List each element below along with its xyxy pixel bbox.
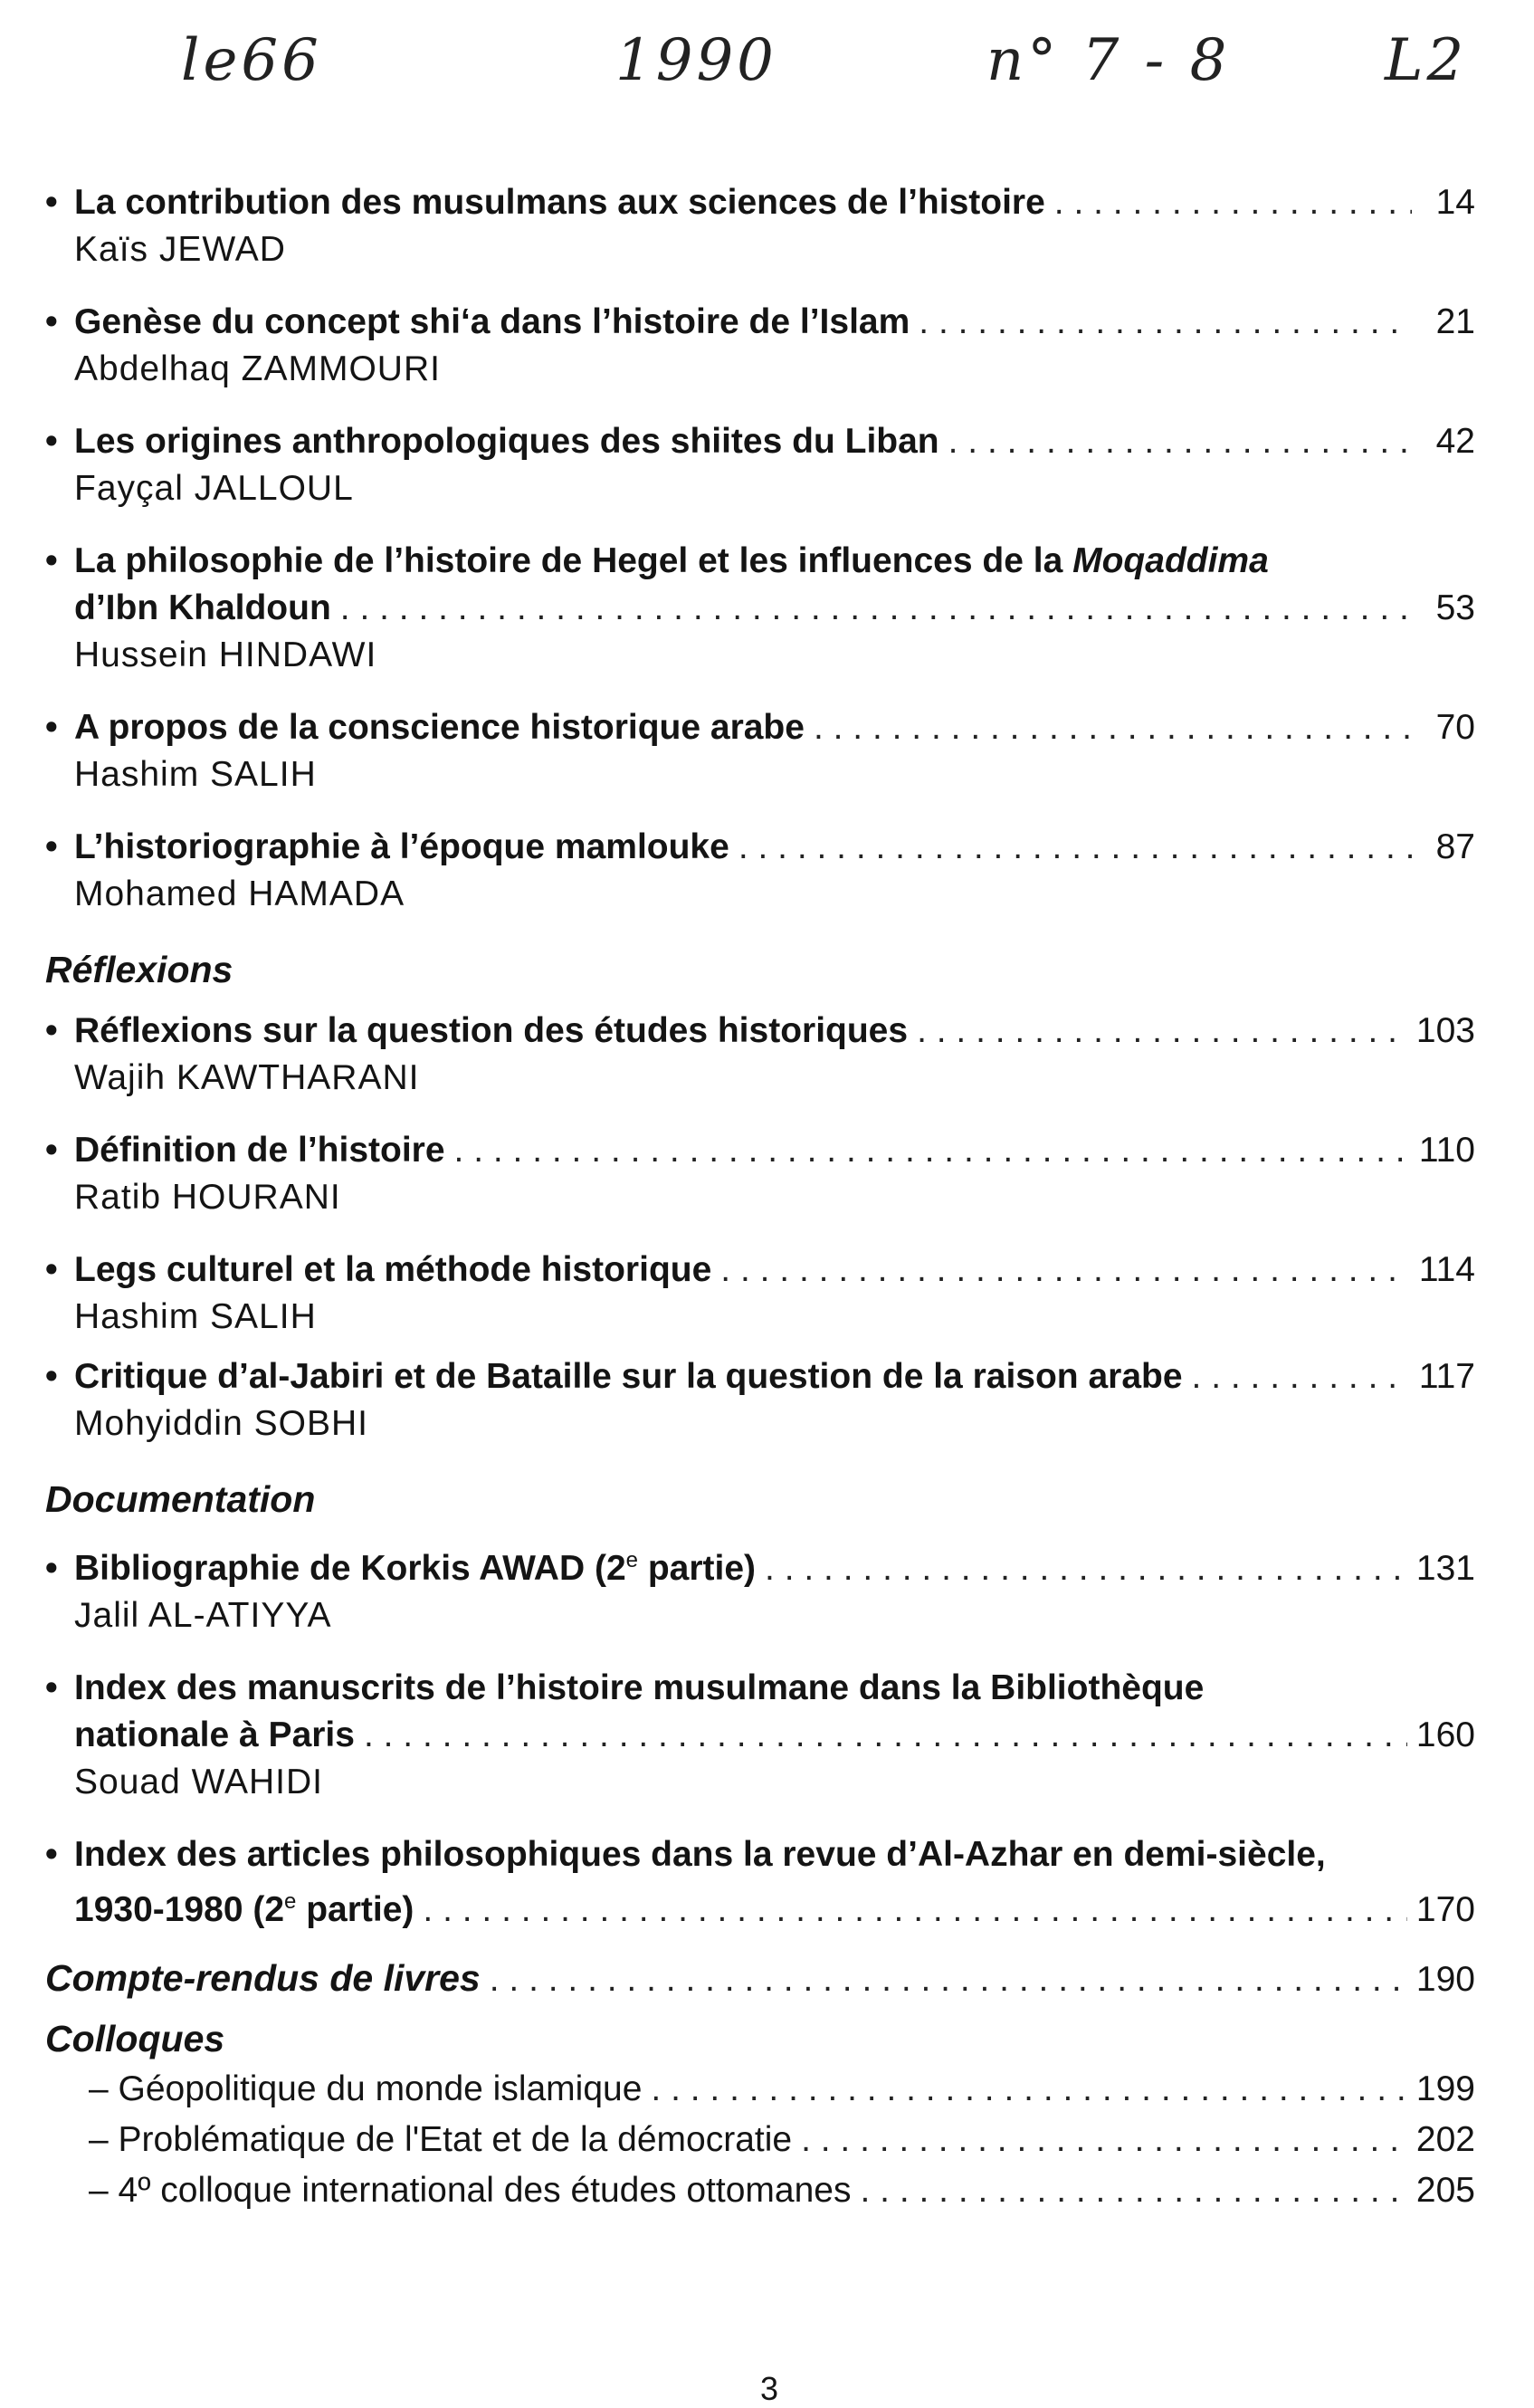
entry-author: Kaïs JEWAD bbox=[74, 230, 286, 269]
section-heading-comptes-rendus[interactable]: Compte-rendus de livres . . . 190 bbox=[45, 1957, 1475, 2000]
section-heading-reflexions: Réflexions bbox=[45, 949, 233, 990]
page-number: 190 bbox=[1415, 1960, 1475, 1999]
page-number: 70 bbox=[1435, 708, 1475, 747]
table-of-contents bbox=[45, 179, 1475, 2216]
toc-entry[interactable] bbox=[45, 1537, 1475, 1639]
colloque-entry[interactable]: – Problématique de l'Etat et de la démocratie . . . 202 bbox=[45, 2115, 1475, 2165]
page-number: 205 bbox=[1415, 2171, 1475, 2210]
handwritten-annotation: le66 bbox=[181, 27, 322, 94]
page-number: 103 bbox=[1415, 1011, 1475, 1050]
page-number: 199 bbox=[1415, 2069, 1475, 2108]
colloque-entry[interactable]: – Géopolitique du monde islamique . . . 199 bbox=[45, 2064, 1475, 2115]
toc-entry[interactable] bbox=[45, 299, 1475, 393]
entry-author: Mohyiddin SOBHI bbox=[74, 1404, 368, 1443]
entry-author: Hashim SALIH bbox=[74, 755, 317, 794]
entry-title: • Réflexions sur la question des études historiques bbox=[45, 1011, 909, 1050]
entry-title: • L’historiographie à l’époque mamlouke bbox=[45, 827, 729, 866]
section-heading-documentation: Documentation bbox=[45, 1478, 316, 1520]
toc-entry[interactable] bbox=[45, 1127, 1475, 1221]
entry-title: • Legs culturel et la méthode historique bbox=[45, 1250, 712, 1289]
toc-entry[interactable] bbox=[45, 1008, 1475, 1102]
toc-entry[interactable] bbox=[45, 1353, 1475, 1448]
entry-author: Jalil AL-ATIYYA bbox=[74, 1596, 332, 1635]
entry-title-continued: d’Ibn Khaldoun bbox=[74, 588, 331, 627]
toc-entry[interactable] bbox=[45, 704, 1475, 798]
toc-entry[interactable] bbox=[45, 418, 1475, 512]
entry-author: Hashim SALIH bbox=[74, 1297, 317, 1336]
page-footer-number: 3 bbox=[760, 2370, 779, 2407]
page-number: 42 bbox=[1435, 422, 1475, 461]
page-number: 131 bbox=[1415, 1549, 1475, 1588]
handwritten-annotation: L2 bbox=[1385, 27, 1468, 94]
toc-entry[interactable] bbox=[45, 1247, 1475, 1341]
entry-title: • Critique d’al-Jabiri et de Bataille sur la question de la raison arabe bbox=[45, 1357, 1183, 1396]
page-number: 170 bbox=[1415, 1890, 1475, 1929]
handwritten-annotation: 1990 bbox=[615, 27, 777, 94]
entry-author: Hussein HINDAWI bbox=[74, 635, 377, 674]
page-number: 160 bbox=[1415, 1715, 1475, 1754]
entry-title-continued: nationale à Paris bbox=[74, 1715, 355, 1754]
page-number: 114 bbox=[1418, 1250, 1475, 1289]
toc-entry[interactable] bbox=[45, 1665, 1475, 1806]
section-heading-colloques: Colloques bbox=[45, 2018, 225, 2059]
entry-author: Mohamed HAMADA bbox=[74, 874, 405, 913]
toc-entry[interactable] bbox=[45, 1831, 1475, 1934]
entry-title: • Index des manuscrits de l’histoire musulmane dans la Bibliothèque bbox=[45, 1668, 1205, 1707]
entry-author: Fayçal JALLOUL bbox=[74, 469, 354, 508]
page-number: 87 bbox=[1435, 827, 1475, 866]
page-number: 110 bbox=[1418, 1131, 1475, 1170]
handwritten-annotation: n° 7 - 8 bbox=[986, 27, 1231, 94]
entry-title: • Index des articles philosophiques dans la revue d’Al-Azhar en demi-siècle, bbox=[45, 1835, 1326, 1874]
page-number: 53 bbox=[1435, 588, 1475, 627]
page-number: 202 bbox=[1415, 2120, 1475, 2159]
entry-title-continued: 1930-1980 (2e partie) bbox=[74, 1889, 414, 1929]
entry-author: Souad WAHIDI bbox=[74, 1763, 323, 1801]
page-number: 21 bbox=[1435, 302, 1475, 341]
entry-title: • A propos de la conscience historique arabe bbox=[45, 708, 805, 747]
entry-title: • Bibliographie de Korkis AWAD (2e partie) bbox=[45, 1548, 757, 1588]
entry-author: Ratib HOURANI bbox=[74, 1178, 341, 1217]
colloque-entry[interactable]: – 4º colloque international des études ottomanes . . . 205 bbox=[45, 2165, 1475, 2216]
entry-title: • Genèse du concept shi‘a dans l’histoire de l’Islam bbox=[45, 302, 910, 341]
toc-entry[interactable] bbox=[45, 179, 1475, 273]
entry-author: Wajih KAWTHARANI bbox=[74, 1058, 420, 1097]
page-number: 117 bbox=[1418, 1357, 1475, 1396]
entry-title: • Définition de l’histoire bbox=[45, 1131, 445, 1170]
entry-title: • La contribution des musulmans aux sciences de l’histoire bbox=[45, 183, 1045, 222]
page-number: 14 bbox=[1435, 183, 1475, 222]
toc-entry[interactable] bbox=[45, 538, 1475, 679]
entry-author: Abdelhaq ZAMMOURI bbox=[74, 349, 441, 388]
toc-entry[interactable] bbox=[45, 824, 1475, 918]
entry-title: • Les origines anthropologiques des shiites du Liban bbox=[45, 422, 939, 461]
entry-title: • La philosophie de l’histoire de Hegel et les influences de la Moqaddima bbox=[45, 541, 1269, 580]
